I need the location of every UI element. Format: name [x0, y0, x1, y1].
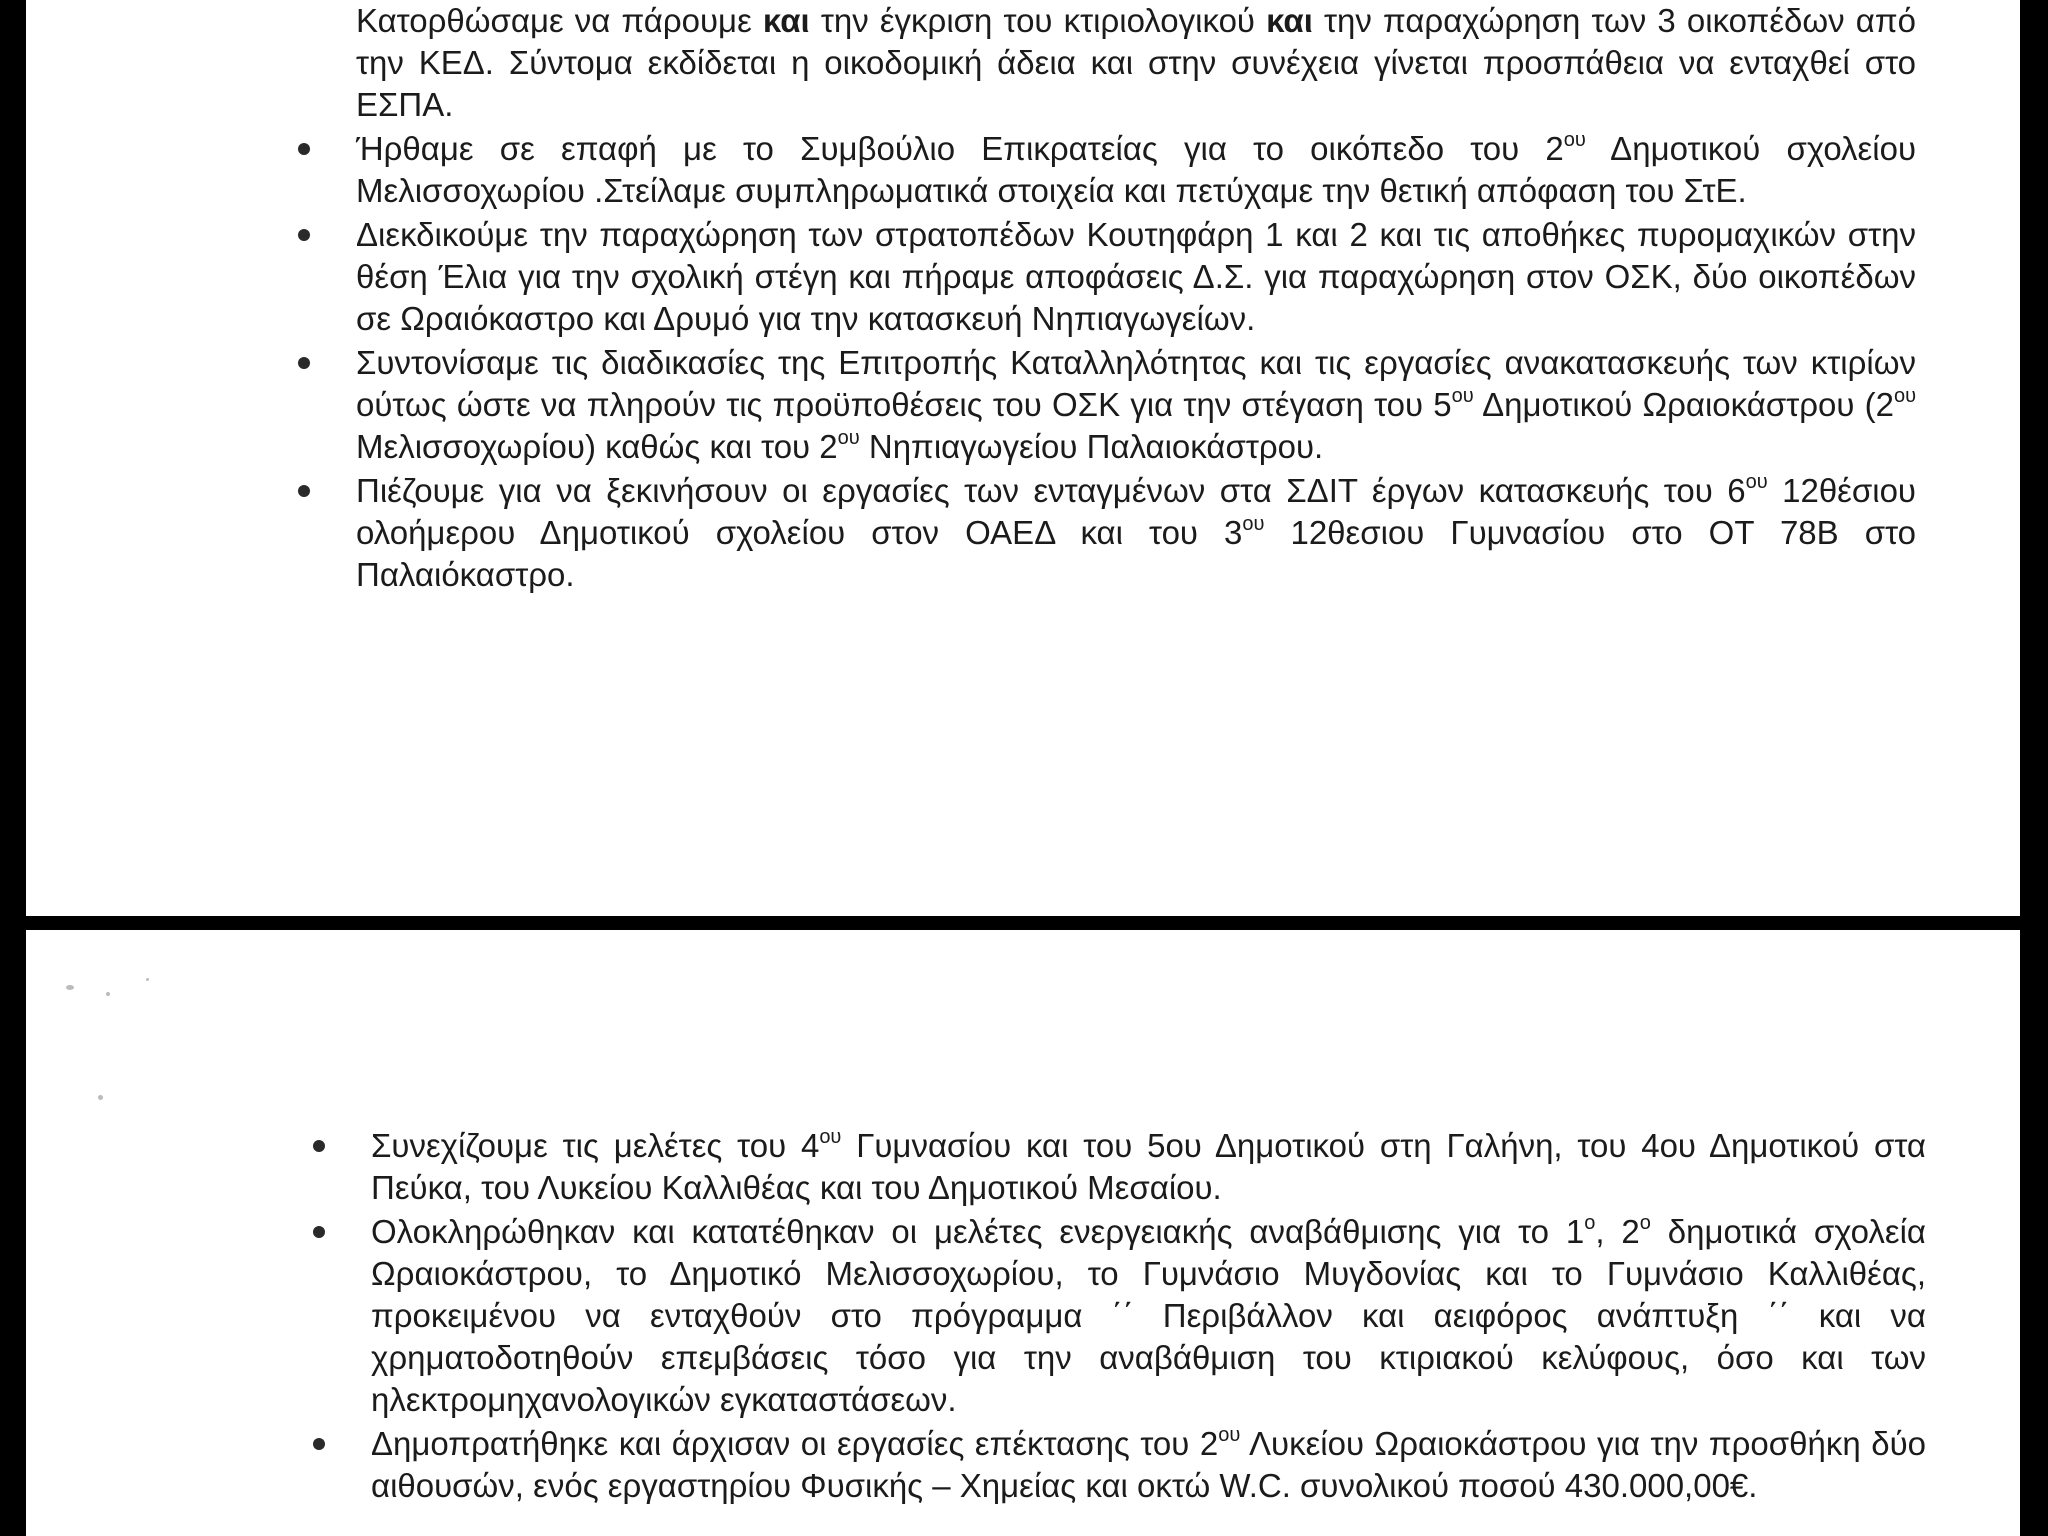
- bullet-icon: [298, 485, 310, 497]
- bullet-icon: [313, 1140, 325, 1152]
- document-page-top: [26, 0, 2020, 916]
- list-item: Πιέζουμε για να ξεκινήσουν οι εργασίες των ενταγμένων στα ΣΔΙΤ έργων κατασκευής του $6^{o\upsilon}$ 12θέσιου ολοήμερου Δημοτικού σχολείου στον ΟΑΕΔ και του $3^{o\upsilon}$ 12θεσιου Γυμνασίου στο ΟΤ 78Β στο Παλαιόκαστρο.: [356, 470, 1916, 596]
- list-item: Διεκδικούμε την παραχώρηση των στρατοπέδων Κουτηφάρη 1 και 2 και τις αποθήκες πυρομαχικών στην θέση Έλια για την σχολική στέγη και πήραμε αποφάσεις Δ.Σ. για παραχώρηση στον ΟΣΚ, δύο οικοπέδων σε Ωραιόκαστρο και Δρυμό για την κατασκευή Νηπιαγωγείων.: [356, 214, 1916, 340]
- intro-emphasis-1: και: [762, 2, 810, 39]
- scan-speck: [106, 992, 110, 996]
- document-page-bottom: [26, 930, 2020, 1536]
- intro-text-1: Κατορθώσαμε να πάρουμε: [356, 2, 763, 39]
- scan-speck: [146, 978, 149, 981]
- list-item: Ήρθαμε σε επαφή με το Συμβούλιο Επικρατείας για το οικόπεδο του $2^{o\upsilon}$ Δημοτικού σχολείου Μελισσοχωρίου .Στείλαμε συμπληρωματικά στοιχεία και πετύχαμε την θετική απόφαση του ΣτΕ.: [356, 128, 1916, 212]
- bullet-icon: [313, 1226, 325, 1238]
- intro-paragraph: [356, 0, 1916, 126]
- bullet-list-top: [356, 128, 1916, 598]
- intro-text-3: την παραχώρηση των 3 οικοπέδων από την ΚΕΔ. Σύντομα εκδίδεται η οικοδομική άδεια και στην συνέχεια γίνεται προσπάθεια να ενταχθεί στο ΕΣΠΑ.: [356, 2, 1917, 123]
- bullet-icon: [298, 357, 310, 369]
- list-item: Συντονίσαμε τις διαδικασίες της Επιτροπής Καταλληλότητας και τις εργασίες ανακατασκευής των κτιρίων ούτως ώστε να πληρούν τις προϋποθέσεις του ΟΣΚ για την στέγαση του $5^{o\upsilon}$ Δημοτικού Ωραιοκάστρου ($2^{o\upsilon}$ Μελισσοχωρίου) καθώς και του $2^{o\upsilon}$ Νηπιαγωγείου Παλαιοκάστρου.: [356, 342, 1916, 468]
- list-item: Συνεχίζουμε τις μελέτες του $4^{o\upsilon}$ Γυμνασίου και του 5ου Δημοτικού στη Γαλήνη, του 4ου Δημοτικού στα Πεύκα, του Λυκείου Καλλιθέας και του Δημοτικού Μεσαίου.: [371, 1125, 1926, 1209]
- bullet-icon: [298, 143, 310, 155]
- scan-speck: [98, 1095, 103, 1100]
- list-item: Ολοκληρώθηκαν και κατατέθηκαν οι μελέτες ενεργειακής αναβάθμισης για το $1^o$, $2^o$ δημοτικά σχολεία Ωραιοκάστρου, το Δημοτικό Μελισσοχωρίου, το Γυμνάσιο Μυγδονίας και το Γυμνάσιο Καλλιθέας, προκειμένου να ενταχθούν στο πρόγραμμα ΄΄ Περιβάλλον και αειφόρος ανάπτυξη ΄΄ και να χρηματοδοτηθούν επεμβάσεις τόσο για την αναβάθμιση του κτιριακού κελύφους, όσο και των ηλεκτρομηχανολογικών εγκαταστάσεων.: [371, 1211, 1926, 1421]
- bullet-icon: [298, 229, 310, 241]
- list-item: Δημοπρατήθηκε και άρχισαν οι εργασίες επέκτασης του $2^{o\upsilon}$ Λυκείου Ωραιοκάστρου για την προσθήκη δύο αιθουσών, ενός εργαστηρίου Φυσικής – Χημείας και οκτώ W.C. συνολικού ποσού 430.000,00€.: [371, 1423, 1926, 1507]
- bullet-list-bottom: [371, 1125, 1926, 1509]
- intro-emphasis-2: και: [1266, 2, 1313, 39]
- scan-speck: [66, 985, 74, 990]
- bullet-icon: [313, 1438, 325, 1450]
- intro-text-2: την έγκριση του κτιριολογικού: [809, 2, 1267, 39]
